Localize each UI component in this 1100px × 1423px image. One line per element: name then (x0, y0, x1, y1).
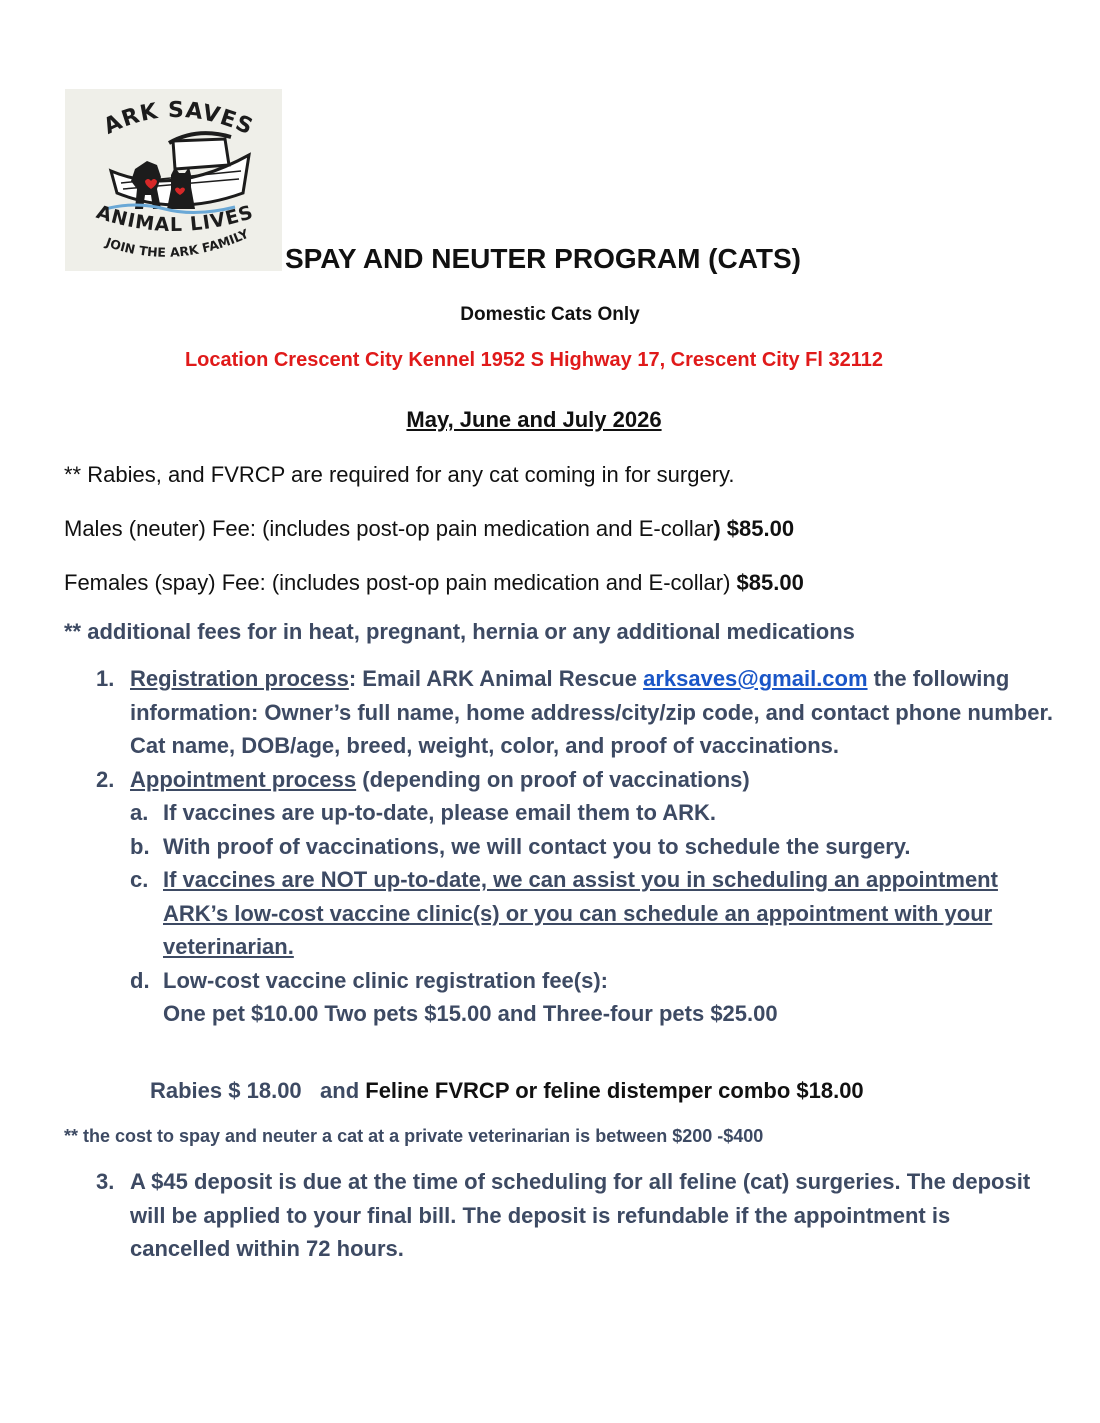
location-line: Location Crescent City Kennel 1952 S Highway 17, Crescent City Fl 32112 (184, 349, 884, 371)
sublist-item-a (96, 796, 1056, 830)
ark-saves-logo (65, 89, 282, 271)
list-number: 2. (96, 766, 115, 792)
private-vet-cost-note: ** the cost to spay and neuter a cat at a private veterinarian is between $200 -$400 (64, 1126, 764, 1146)
deposit-list (96, 1165, 1056, 1266)
males-fee-amount: ) $85.00 (713, 516, 795, 541)
sublist-letter: b. (130, 833, 150, 859)
list-item-appointment (96, 763, 1056, 797)
ark-logo-graphic (65, 89, 282, 271)
deposit-text: A $45 deposit is due at the time of scheduling for all feline (cat) surgeries. The deposit will be applied to your final bill. The deposit is refundable if the appointment is cancelled within 72 hours. (130, 1169, 1031, 1261)
sublist-text: With proof of vaccinations, we will contact you to schedule the surgery. (163, 833, 911, 859)
vaccination-requirement: ** Rabies, and FVRCP are required for any cat coming in for surgery. (64, 462, 735, 487)
process-list (96, 662, 1056, 1031)
males-fee-text: Males (neuter) Fee: (includes post-op pain medication and E-collar (64, 516, 714, 541)
list-item-deposit (96, 1165, 1056, 1266)
sublist-text: If vaccines are NOT up-to-date, we can assist you in scheduling an appointment ARK’s low-cost vaccine clinic(s) or you can schedule an appointment with your veterinarian. (163, 867, 998, 959)
fvrcp-price: Feline FVRCP or feline distemper combo $18.00 (365, 1078, 864, 1103)
clinic-fee-list: One pet $10.00 Two pets $15.00 and Three-four pets $25.00 (163, 1001, 778, 1026)
rabies-price: Rabies $ 18.00 (150, 1078, 302, 1103)
and-word: and (320, 1078, 366, 1103)
svg-text:ARK SAVES (100, 98, 257, 140)
males-fee-line (64, 516, 794, 542)
appointment-text: (depending on proof of vaccinations) (356, 766, 750, 792)
females-fee-line (64, 570, 804, 596)
registration-text-a: : Email ARK Animal Rescue (348, 666, 644, 691)
logo-bottom-text: JOIN THE ARK FAMILY (103, 225, 251, 260)
list-number: 1. (96, 666, 115, 691)
logo-top-text: ARK SAVES (100, 97, 258, 141)
registration-heading: Registration process (130, 666, 349, 691)
logo-middle-text: ANIMAL LIVES (93, 200, 257, 237)
sublist-text: Low-cost vaccine clinic registration fee(s): (163, 967, 609, 993)
sublist-letter: a. (130, 800, 149, 825)
program-dates: May, June and July 2026 (406, 407, 662, 432)
females-fee-text: Females (spay) Fee: (includes post-op pain medication and E-collar) (64, 570, 737, 595)
sublist-item-b (96, 830, 1056, 864)
registration-text-b: the following information: Owner’s full name, home address/city/zip code, and contact phone number. Cat name, DOB/age, breed, weight, color, and proof of vaccinations. (130, 666, 1053, 758)
subtitle: Domestic Cats Only (460, 304, 640, 325)
additional-fees-note: ** additional fees for in heat, pregnant, hernia or any additional medications (64, 619, 855, 644)
appointment-heading: Appointment process (130, 766, 357, 792)
list-item-registration (96, 662, 1056, 763)
sublist-text: If vaccines are up-to-date, please email them to ARK. (163, 800, 717, 825)
sublist-letter: d. (130, 967, 150, 993)
females-fee-amount: $85.00 (736, 570, 804, 595)
sublist-letter: c. (130, 867, 149, 892)
email-link[interactable]: arksaves@gmail.com (643, 666, 868, 691)
list-number: 3. (96, 1169, 115, 1194)
page-title: SPAY AND NEUTER PROGRAM (CATS) (285, 243, 801, 274)
sublist-item-d (96, 964, 1056, 1031)
vaccine-prices (150, 1078, 864, 1104)
sublist-item-c (96, 863, 1056, 964)
